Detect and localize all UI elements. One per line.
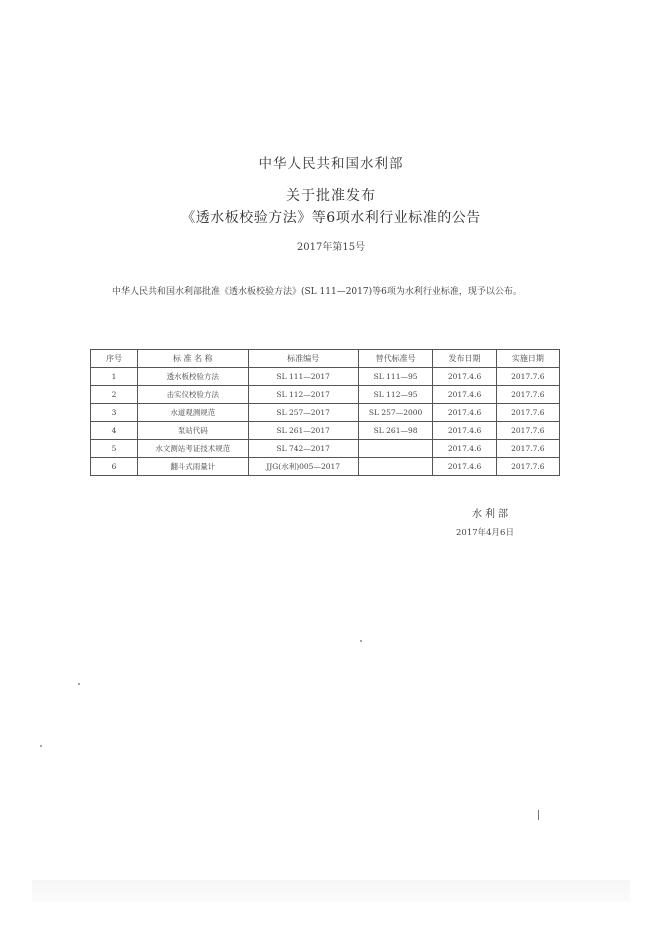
cell-replaced-code: SL 111—95 [358,368,433,386]
cell-standard-name: 水文测站考证技术规范 [138,440,248,458]
header-standard-name: 标 准 名 称 [138,350,248,368]
cell-implement-date: 2017.7.6 [496,386,559,404]
cell-serial: 1 [91,368,138,386]
standards-table [90,349,560,476]
scan-speck [40,745,42,747]
cell-replaced-code [358,458,433,476]
page-bottom-shadow [32,880,630,902]
header-serial: 序号 [91,350,138,368]
scan-mark [538,810,539,820]
cell-standard-name: 泵站代码 [138,422,248,440]
table-row [91,404,560,422]
cell-implement-date: 2017.7.6 [496,458,559,476]
cell-publish-date: 2017.4.6 [433,386,496,404]
cell-serial: 3 [91,404,138,422]
cell-implement-date: 2017.7.6 [496,368,559,386]
issuer-signature: 水利部 [472,509,511,520]
cell-standard-code: SL 257—2017 [248,404,358,422]
cell-implement-date: 2017.7.6 [496,440,559,458]
cell-standard-code: SL 112—2017 [248,386,358,404]
cell-standard-name: 击实仪校验方法 [138,386,248,404]
scan-speck [78,683,80,685]
cell-replaced-code: SL 112—95 [358,386,433,404]
cell-replaced-code: SL 261—98 [358,422,433,440]
cell-publish-date: 2017.4.6 [433,404,496,422]
cell-publish-date: 2017.4.6 [433,368,496,386]
cell-standard-code: SL 261—2017 [248,422,358,440]
title-line-1: 关于批准发布 [286,188,376,204]
table-row [91,386,560,404]
header-standard-code: 标准编号 [248,350,358,368]
header-publish-date: 发布日期 [433,350,496,368]
cell-standard-name: 翻斗式雨量计 [138,458,248,476]
cell-serial: 6 [91,458,138,476]
cell-serial: 5 [91,440,138,458]
issue-date: 2017年4月6日 [456,528,514,538]
scan-speck [360,640,362,642]
table-row [91,440,560,458]
cell-publish-date: 2017.4.6 [433,458,496,476]
cell-standard-code: SL 111—2017 [248,368,358,386]
header-implement-date: 实施日期 [496,350,559,368]
cell-standard-code: JJG(水利)005—2017 [248,458,358,476]
title-line-2: 《透水板校验方法》等6项水利行业标准的公告 [181,210,481,226]
cell-serial: 2 [91,386,138,404]
announcement-paragraph: 中华人民共和国水利部批准《透水板校验方法》(SL 111—2017)等6项为水利行业标准，现予以公布。 [112,287,522,297]
cell-publish-date: 2017.4.6 [433,422,496,440]
cell-replaced-code: SL 257—2000 [358,404,433,422]
cell-standard-name: 水道观测规范 [138,404,248,422]
header-replaced-code: 替代标准号 [358,350,433,368]
cell-standard-code: SL 742—2017 [248,440,358,458]
cell-replaced-code [358,440,433,458]
cell-publish-date: 2017.4.6 [433,440,496,458]
table-row [91,422,560,440]
cell-implement-date: 2017.7.6 [496,404,559,422]
cell-implement-date: 2017.7.6 [496,422,559,440]
cell-serial: 4 [91,422,138,440]
table-row [91,458,560,476]
issuing-organization: 中华人民共和国水利部 [258,156,404,172]
table-row [91,368,560,386]
cell-standard-name: 透水板校验方法 [138,368,248,386]
table-header-row [91,350,560,368]
document-number: 2017年第15号 [296,242,366,253]
